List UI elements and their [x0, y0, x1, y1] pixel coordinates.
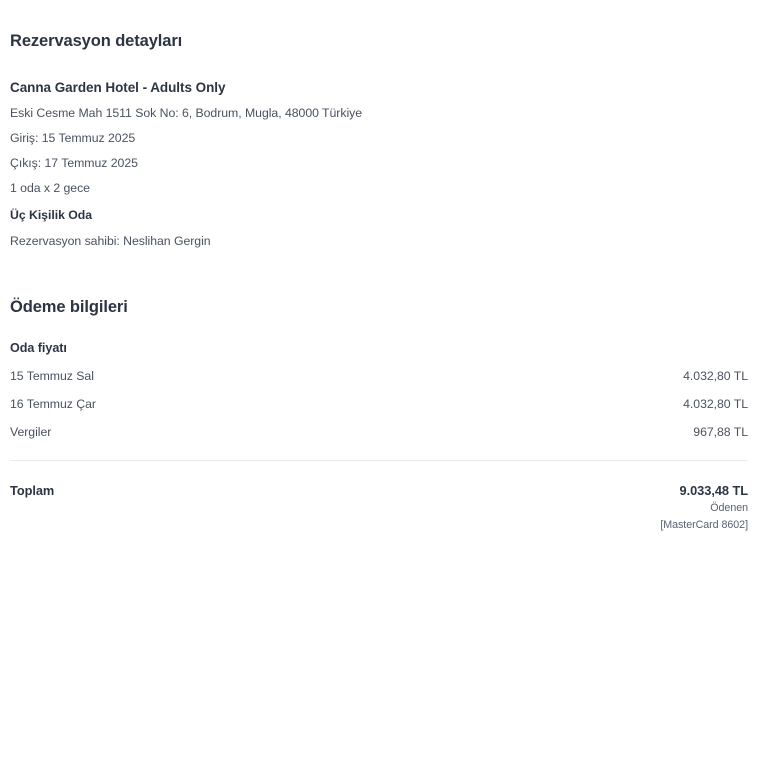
total-amount-block: [660, 483, 748, 533]
total-label: Toplam: [10, 483, 55, 498]
hotel-address: Eski Cesme Mah 1511 Sok No: 6, Bodrum, Mugla, 48000 Türkiye: [10, 106, 363, 120]
payment-status: Ödenen: [710, 501, 748, 514]
check-in-date: Giriş: 15 Temmuz 2025: [10, 131, 136, 145]
reservation-details-title: Rezervasyon detayları: [10, 32, 183, 50]
rooms-and-nights: 1 oda x 2 gece: [10, 181, 90, 195]
total-amount: 9.033,48 TL: [679, 483, 748, 498]
price-row: [10, 411, 748, 439]
taxes-amount: 967,88 TL: [693, 425, 748, 439]
reservation-holder: Rezervasyon sahibi: Neslihan Gergin: [10, 234, 211, 248]
price-row: [10, 383, 748, 411]
price-row-amount: 4.032,80 TL: [683, 397, 748, 411]
payment-info-section: [10, 248, 748, 533]
reservation-details-section: [10, 0, 748, 248]
room-price-label: Oda fiyatı: [10, 341, 67, 355]
taxes-label: Vergiler: [10, 425, 52, 439]
total-row: [10, 461, 748, 533]
price-row-label: 15 Temmuz Sal: [10, 369, 94, 383]
price-row-label: 16 Temmuz Çar: [10, 397, 96, 411]
price-row-amount: 4.032,80 TL: [683, 369, 748, 383]
payment-info-title: Ödeme bilgileri: [10, 298, 128, 316]
hotel-name: Canna Garden Hotel - Adults Only: [10, 80, 226, 95]
price-row: [10, 355, 748, 383]
room-type: Üç Kişilik Oda: [10, 208, 92, 222]
check-out-date: Çıkış: 17 Temmuz 2025: [10, 156, 138, 170]
payment-card-info: [MasterCard 8602]: [660, 518, 748, 531]
